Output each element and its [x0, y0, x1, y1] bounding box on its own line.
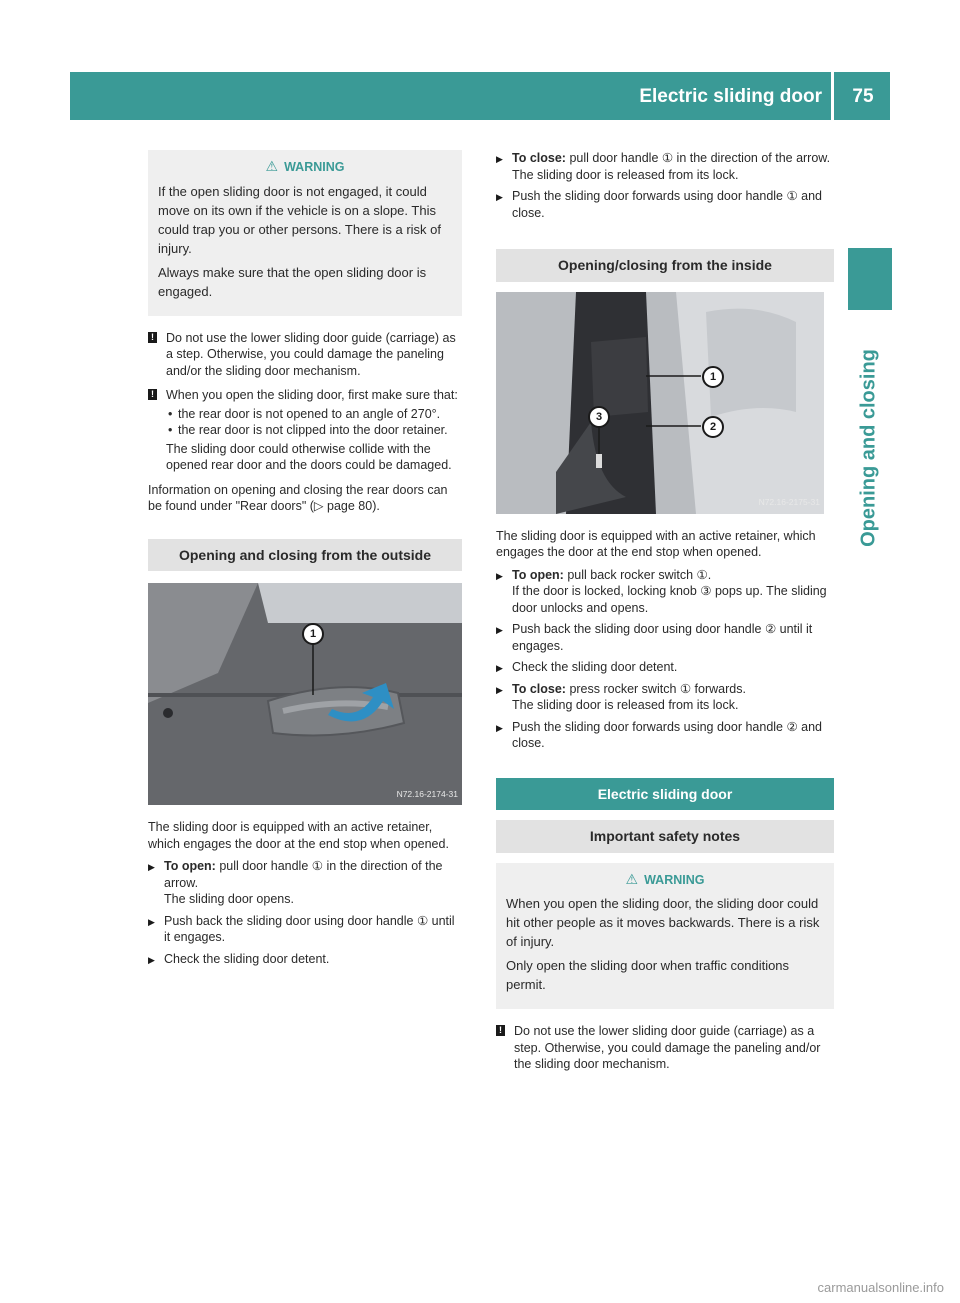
section-heading-outside: Opening and closing from the outside — [148, 539, 462, 572]
list-item: • the rear door is not opened to an angle of 270°. — [166, 406, 462, 423]
caution-icon: ! — [148, 332, 157, 343]
info-paragraph: Information on opening and closing the rear doors can be found under "Rear doors" (▷ page 80). — [148, 482, 448, 513]
caution-icon: ! — [496, 1025, 505, 1036]
caution-icon: ! — [148, 389, 157, 400]
warning-triangle-icon: ⚠ — [625, 870, 639, 887]
step-check-detent: ▶ Check the sliding door detent. — [496, 659, 834, 676]
caution-note: ! Do not use the lower sliding door guide (carriage) as a step. Otherwise, you could damage the paneling and/or the sliding door mechanism. — [496, 1023, 834, 1073]
left-column — [148, 150, 462, 972]
warning-text: Only open the sliding door when traffic conditions permit. — [506, 958, 790, 992]
section-heading-electric: Electric sliding door — [496, 778, 834, 811]
photo-outside-handle — [148, 583, 462, 805]
side-tab-label: Opening and closing — [857, 349, 880, 547]
warning-box — [148, 150, 462, 316]
warning-heading: ⚠ WARNING — [625, 870, 705, 887]
caution-note: ! Do not use the lower sliding door guide (carriage) as a step. Otherwise, you could damage the paneling and/or the sliding door mechanism. — [148, 330, 462, 380]
door-interior-illustration — [496, 292, 824, 514]
section-heading-safety: Important safety notes — [496, 820, 834, 853]
step-close: ▶ To close: pull door handle ① in the direction of the arrow. The sliding door is released from its lock. — [496, 150, 834, 183]
step-push-back: ▶ Push back the sliding door using door handle ① until it engages. — [148, 913, 462, 946]
warning-box — [496, 863, 834, 1010]
warning-heading: ⚠ WARNING — [265, 158, 345, 174]
section-heading-inside: Opening/closing from the inside — [496, 249, 834, 282]
page-number: 75 — [852, 86, 874, 107]
retainer-paragraph: The sliding door is equipped with an active retainer, which engages the door at the end stop when opened. — [496, 528, 816, 559]
callout-marker-1: 1 — [702, 366, 724, 388]
warning-text: If the open sliding door is not engaged, it could move on its own if the vehicle is on a slope. This could trap you or other persons. There is a risk of injury. — [158, 183, 442, 256]
warning-text: Always make sure that the open sliding door is engaged. — [158, 264, 427, 299]
step-open: ▶ To open: pull door handle ① in the direction of the arrow. The sliding door opens. — [148, 858, 462, 908]
right-column — [496, 150, 834, 1081]
step-push-forward: ▶ Push the sliding door forwards using door handle ② and close. — [496, 719, 834, 752]
retainer-paragraph: The sliding door is equipped with an active retainer, which engages the door at the end stop when opened. — [148, 820, 449, 851]
side-tab-marker — [848, 248, 892, 310]
step-push-back: ▶ Push back the sliding door using door handle ② until it engages. — [496, 621, 834, 654]
callout-marker-3: 3 — [588, 406, 610, 428]
step-open: ▶ To open: pull back rocker switch ①. If the door is locked, locking knob ③ pops up. The sliding door unlocks and opens. — [496, 567, 834, 617]
photo-reference-code: N72.16-2175-31 — [758, 497, 820, 507]
callout-marker-2: 2 — [702, 416, 724, 438]
condition-list — [166, 406, 462, 439]
door-handle-illustration — [148, 583, 462, 805]
header-divider — [831, 72, 834, 120]
step-close: ▶ To close: press rocker switch ① forwards. The sliding door is released from its lock. — [496, 681, 834, 714]
caution-note: ! When you open the sliding door, first make sure that: • the rear door is not opened to an angle of 270°. • the rear door is not clipped into the door retainer. The sliding door could otherwise collide with the opened rear door and the doors could be damaged. — [148, 387, 462, 474]
warning-triangle-icon: ⚠ — [265, 158, 279, 174]
callout-marker-1: 1 — [302, 623, 324, 645]
photo-inside-switch — [496, 292, 824, 514]
photo-reference-code: N72.16-2174-31 — [396, 788, 458, 799]
step-push-forward: ▶ Push the sliding door forwards using door handle ① and close. — [496, 188, 834, 221]
warning-text: When you open the sliding door, the sliding door could hit other people as it moves backwards. There is a risk of injury. — [506, 896, 820, 949]
step-check-detent: ▶ Check the sliding door detent. — [148, 951, 462, 968]
list-item: • the rear door is not clipped into the door retainer. — [166, 422, 462, 439]
page-section-title: Electric sliding door — [639, 86, 822, 107]
watermark-link[interactable]: carmanualsonline.info — [817, 1280, 944, 1295]
